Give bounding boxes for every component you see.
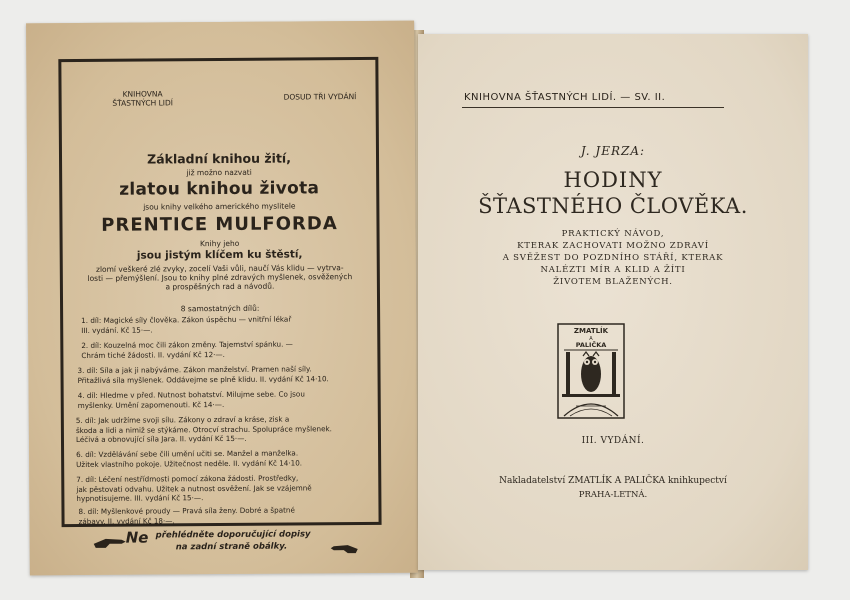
publisher-line-2: PRAHA-LETNÁ. [578, 490, 648, 500]
title-line-2: ŠŤASTNÉHO ČLOVĚKA. [478, 194, 748, 218]
volume-2 [81, 340, 293, 361]
volume-1-line-1: 1. díl: Magické síly člověka. Zákon úspěchu — vnitřní lékař [81, 314, 292, 325]
ad-line-6: Knihy jeho [199, 238, 240, 249]
volume-8-line-1: 8. díl: Myšlenkové proudy — Pravá síla ženy. Dobré a špatné [78, 505, 295, 517]
ad-line-9: losti — přemýšlení. Jsou to knihy plné zdravých myšlenek, osvěžených [87, 272, 353, 283]
volume-6-line-2: Užitek vlastního pokoje. Užitečnost neděle. II. vydání Kč 14·10. [76, 458, 303, 469]
library-header-line1: KNIHOVNA [122, 89, 163, 99]
pointing-hand-right-icon [92, 533, 128, 553]
ad-line-3-golden-book: zlatou knihou života [119, 178, 320, 200]
advertisement-frame [58, 57, 381, 527]
bottom-note-line-2: na zadní straně obálky. [175, 541, 288, 553]
subtitle-line-1: PRAKTICKÝ NÁVOD, [561, 229, 665, 239]
volume-3-line-1: 3. díl: Síla a jak ji nabýváme. Zákon manželství. Pramen naší síly. [77, 364, 312, 376]
ad-line-4: jsou knihy velkého amerického myslitele [143, 201, 296, 212]
subtitle [418, 228, 808, 288]
volume-8 [78, 505, 295, 526]
edition: III. VYDÁNÍ. [581, 436, 645, 446]
volume-4-line-1: 4. díl: Hledme v před. Nutnost bohatství. Milujme sebe. Co jsou [77, 389, 305, 401]
volumes-heading: 8 samostatných dílů: [180, 303, 260, 314]
bottom-note-line-1: přehlédněte doporučující dopisy [155, 529, 311, 541]
logo-text-1: ZMATLÍK [573, 327, 609, 335]
logo-text-2: A [589, 336, 593, 342]
right-page-title-page [418, 34, 808, 570]
title-line-1: HODINY [563, 168, 663, 192]
subtitle-line-2: KTERAK ZACHOVATI MOŽNO ZDRAVÍ [517, 241, 709, 251]
volume-1 [81, 315, 291, 336]
author: J. JERZA: [580, 144, 646, 158]
volume-2-line-1: 2. díl: Kouzelná moc čili zákon změny. Tajemství spánku. — [81, 339, 293, 350]
volume-5-line-1: 5. díl: Jak udržíme svoji sílu. Zákony o zdraví a kráse, zisk a [75, 414, 290, 426]
volume-7 [76, 473, 312, 503]
subtitle-line-5: ŽIVOTEM BLAŽENÝCH. [553, 277, 673, 287]
volume-4 [78, 389, 305, 410]
volume-4-line-2: myšlenky. Umění zapomenouti. Kč 14·—. [77, 399, 225, 410]
series-underline [462, 107, 724, 108]
subtitle-line-3: A SVĚŽEST DO POZDNÍHO STÁŘÍ, KTERAK [502, 253, 724, 263]
volume-5 [76, 414, 332, 445]
ad-line-5-author-name: PRENTICE MULFORDA [101, 213, 338, 236]
publisher-line-1: Nakladatelství ZMATLÍK A PALIČKA knihkupectví [499, 476, 727, 486]
volume-3 [77, 364, 328, 385]
library-header-left [108, 89, 178, 107]
volume-6 [76, 448, 302, 469]
ad-line-8: zlomí veškeré zlé zvyky, zocelí Vaši vůli, naučí Vás klidu — vytrva- [95, 263, 344, 274]
volume-8-line-2: zábavy. II. vydání Kč 18·—. [78, 515, 175, 526]
volume-2-line-2: Chrám tiché žádosti. II. vydání Kč 12·—. [81, 349, 225, 360]
volume-1-line-2: III. vydání. Kč 15·—. [81, 325, 153, 335]
volume-5-line-3: Léčivá a obnovující síla Jara. II. vydání Kč 15·—. [75, 434, 247, 445]
subtitle-line-4: NALÉZTI MÍR A KLID A ŽÍTI [540, 265, 686, 275]
bottom-note-ne: Ne [125, 528, 149, 547]
series-header: KNIHOVNA ŠŤASTNÝCH LIDÍ. — SV. II. [464, 92, 666, 103]
logo-text-3: PALIČKA [575, 341, 607, 349]
bottom-note [92, 527, 372, 565]
publisher-owl-logo [556, 322, 626, 420]
left-page-advertisement [26, 21, 418, 576]
editions-note: DOSUD TŘI VYDÁNÍ [283, 92, 357, 102]
pointing-hand-left-icon [330, 541, 360, 557]
volume-6-line-1: 6. díl: Vzdělávání sebe čili umění učiti se. Manžel a manželka. [76, 448, 299, 460]
volume-7-line-2: jak pěstovati odvahu. Užitek a nutnost osvěžení. Jak se vzájemně [76, 482, 312, 494]
library-header-line2: ŠŤASTNÝCH LIDÍ [112, 98, 173, 108]
volume-3-line-2: Přitažlivá síla myšlenek. Oddávejme se plně klidu. II. vydání Kč 14·10. [77, 373, 329, 385]
ad-line-7-key-to-happiness: jsou jistým klíčem ku štěstí, [136, 248, 303, 262]
ad-line-2: již možno nazvati [186, 167, 252, 178]
ad-line-1: Základní knihou žití, [147, 150, 291, 167]
volume-5-line-2: škoda a lidi a nimiž se stýkáme. Otrocví strachu. Spolupráce myšlenek. [75, 423, 332, 435]
volume-7-line-1: 7. díl: Léčení nestřídmosti pomocí zákona žádosti. Prostředky, [76, 473, 299, 485]
volume-7-line-3: hypnotisujeme. III. vydání Kč 15·—. [76, 493, 204, 504]
ad-line-10: a prospěšných rad a návodů. [165, 281, 275, 292]
